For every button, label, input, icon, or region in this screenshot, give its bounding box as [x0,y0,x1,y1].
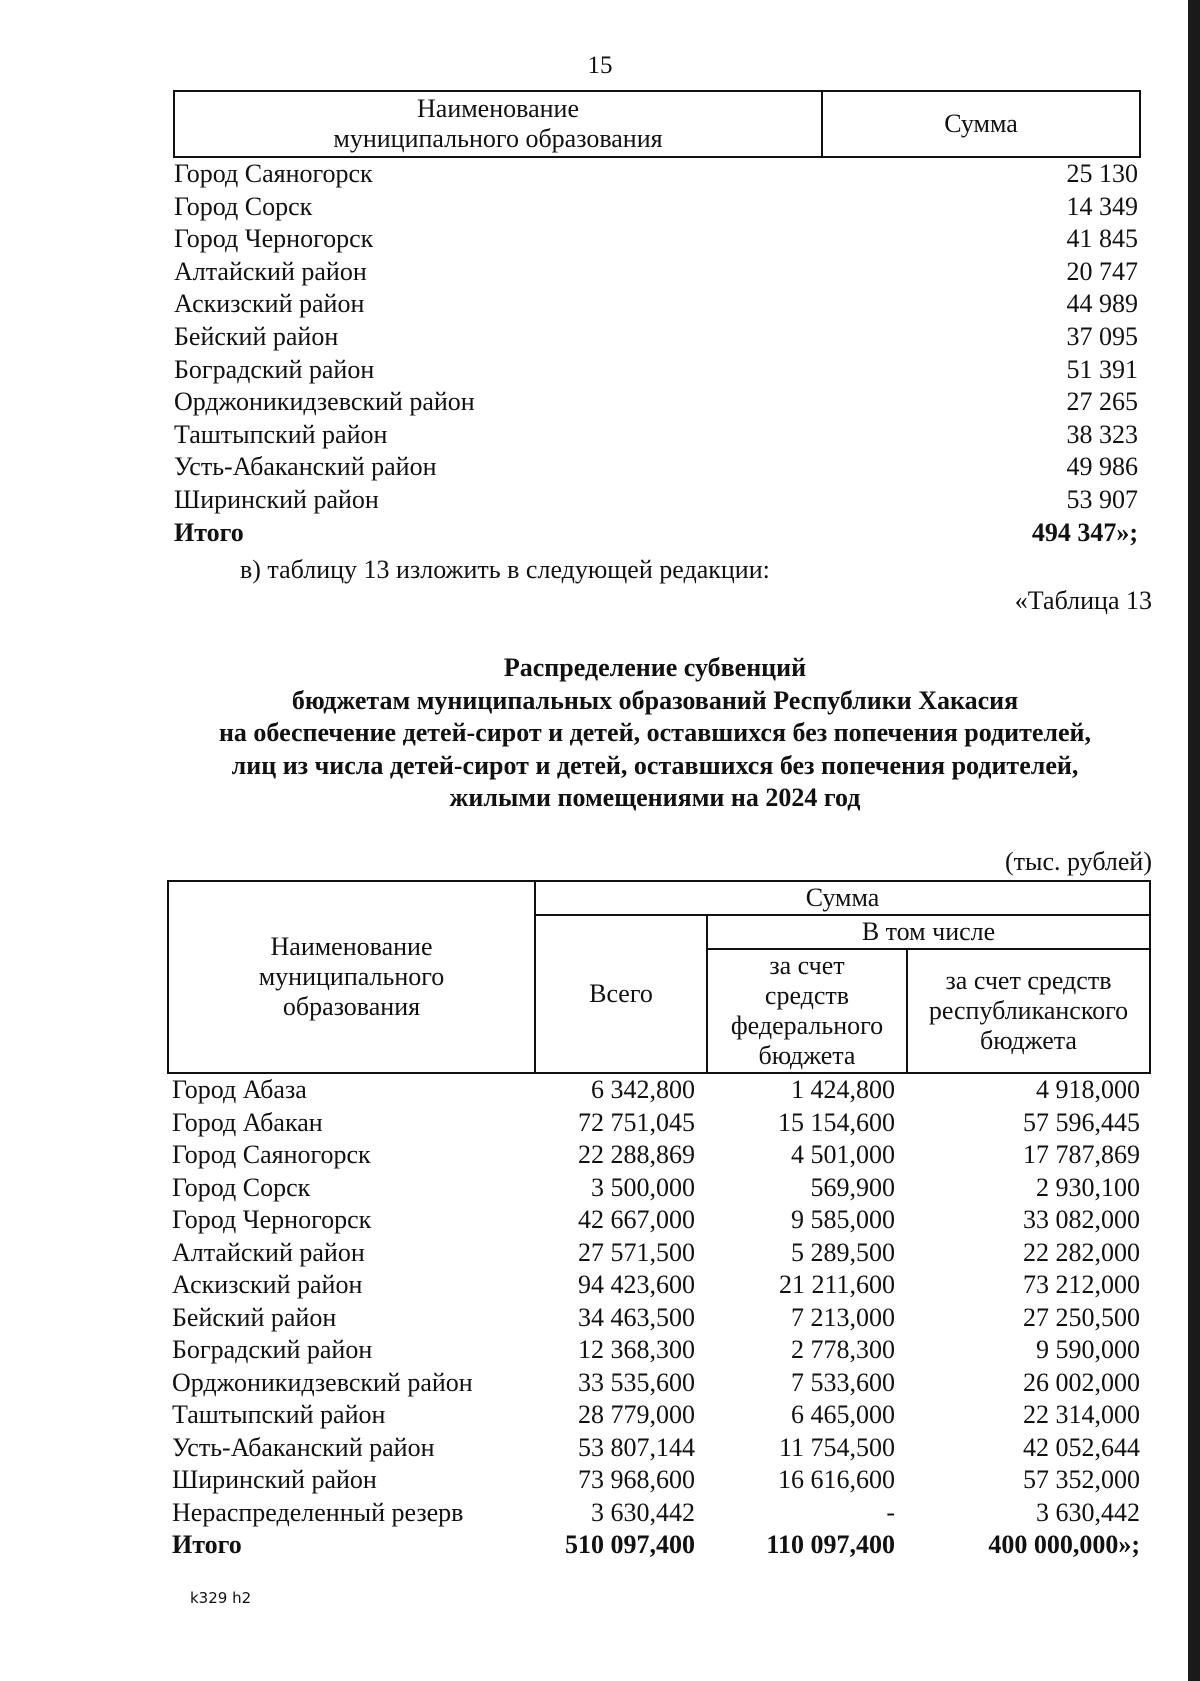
header-including: В том числе [707,915,1150,949]
table-cell-value: 57 352,000 [1023,1465,1140,1494]
table-cell-value: 42 052,644 [1023,1432,1140,1462]
table-cell-value: 53 907 [1066,484,1138,514]
subvention-distribution-table [167,880,1151,1562]
table-cell-value: 53 807,144 [578,1432,695,1462]
table-row [168,1139,1150,1172]
table-cell-name: Аскизский район [174,289,365,319]
header-sum: Сумма [822,91,1140,157]
table-cell-value: 37 095 [1066,321,1138,351]
table-cell-name: Город Абакан [172,1107,323,1137]
table-cell-value: 27 265 [1066,387,1138,417]
table-cell-value: 57 596,445 [1023,1107,1140,1137]
table-row [174,223,1140,256]
title-line: лиц из числа детей-сирот и детей, оставшихся без попечения родителей, [231,750,1079,780]
table-cell-value: 22 314,000 [1023,1400,1140,1429]
title-line: жилыми помещениями на 2024 год [449,783,861,812]
table-cell-value: 4 501,000 [791,1140,895,1169]
table-cell-value: 6 465,000 [791,1400,895,1429]
table-cell-value: 15 154,600 [778,1107,895,1137]
table-cell-name: Орджоникидзевский район [172,1367,473,1397]
table-cell-name: Ширинский район [174,484,379,514]
table-row [174,386,1140,419]
header-total: Всего [535,915,707,1073]
table-cell-name: Ширинский район [172,1465,377,1494]
table-cell-name: Город Саяногорск [172,1140,371,1169]
table-row [174,157,1140,191]
table-cell-value: 9 590,000 [1036,1335,1140,1364]
table-cell-value: 33 082,000 [1023,1205,1140,1234]
table-cell-name: Город Черногорск [174,224,374,254]
table-cell-value: 44 989 [1066,289,1138,319]
header-federal: за счет средств федерального бюджета [707,949,907,1073]
title-line: Распределение субвенций [503,653,807,682]
table-cell-value: 16 616,600 [778,1465,895,1494]
table-cell-value: 26 002,000 [1023,1367,1140,1397]
table-row [168,1367,1150,1400]
table-row [168,1464,1150,1497]
table-cell-value: 2 778,300 [791,1335,895,1364]
table-cell-value: 3 500,000 [591,1172,695,1202]
table-row [174,419,1140,452]
table-cell-value: 7 213,000 [791,1302,895,1332]
table-row [168,1302,1150,1335]
table-cell-name: Таштыпский район [174,419,388,449]
page-number: 15 [587,52,613,79]
table-cell-name: Город Сорск [174,191,313,221]
table-cell-value: 3 630,442 [1036,1497,1140,1527]
table-title [150,652,1160,815]
table-cell-value: 12 368,300 [578,1335,695,1364]
table-cell-value: 22 288,869 [578,1140,695,1169]
table-row [174,191,1140,224]
table-row [168,1497,1150,1530]
table-cell-name: Нераспределенный резерв [172,1497,464,1527]
table-cell-value: 73 212,000 [1023,1270,1140,1299]
table-cell-value: 1 424,800 [791,1075,895,1104]
table-row [168,1237,1150,1270]
table-row [168,1204,1150,1237]
table-cell-name: Итого [172,1530,242,1559]
table-row [174,451,1140,484]
table-cell-name: Боградский район [174,354,375,384]
table-total-row [168,1529,1150,1562]
table-cell-name: Боградский район [172,1335,373,1364]
table-header-row [174,91,1140,157]
table-cell-value: 9 585,000 [791,1205,895,1234]
table-cell-value: 25 130 [1066,159,1138,188]
table-cell-value: 41 845 [1066,224,1138,254]
table-cell-value: 14 349 [1066,191,1138,221]
table-cell-value: 22 282,000 [1023,1237,1140,1267]
table-row [168,1172,1150,1205]
table-cell-value: 33 535,600 [578,1367,695,1397]
header-municipality: Наименование муниципального образования [174,91,822,157]
table-cell-value: 27 250,500 [1023,1302,1140,1332]
header-sum: Сумма [535,881,1150,915]
scan-edge [1188,0,1200,1681]
table-cell-value: 38 323 [1066,419,1138,449]
table-cell-value: 94 423,600 [578,1270,695,1299]
table-cell-name: Город Абаза [172,1075,307,1104]
table-cell-name: Итого [174,517,244,547]
table-cell-value: 6 342,800 [591,1075,695,1104]
table-cell-value: 21 211,600 [778,1270,895,1299]
table-row [168,1107,1150,1140]
table-cell-name: Орджоникидзевский район [174,387,475,417]
table-cell-name: Алтайский район [172,1237,365,1267]
table-cell-value: 4 918,000 [1036,1075,1140,1104]
table-cell-value: 49 986 [1066,452,1138,482]
table-cell-name: Бейский район [172,1302,337,1332]
table-cell-value: 28 779,000 [578,1400,695,1429]
units-label: (тыс. рублей) [1004,847,1152,876]
table-cell-value: 110 097,400 [766,1530,895,1559]
table-cell-value: 20 747 [1066,256,1138,286]
table-cell-value: 7 533,600 [791,1367,895,1397]
table-cell-value: 510 097,400 [565,1530,695,1559]
table-cell-value: 400 000,000»; [988,1530,1140,1559]
table-row [174,288,1140,321]
table-cell-name: Город Сорск [172,1172,311,1202]
table-cell-value: 494 347»; [1031,517,1138,547]
table-cell-name: Таштыпский район [172,1400,386,1429]
table-row [174,354,1140,387]
table-cell-name: Алтайский район [174,256,367,286]
table-row [168,1269,1150,1302]
table-cell-value: 569,900 [810,1172,895,1202]
title-line: бюджетам муниципальных образований Республики Хакасия [291,685,1019,715]
table-cell-value: 3 630,442 [591,1497,695,1527]
table-header-row [168,881,1150,915]
table-cell-value: 5 289,500 [791,1237,895,1267]
table-cell-value: - [886,1497,895,1527]
table-row [168,1432,1150,1465]
table-row [168,1073,1150,1107]
table-row [174,321,1140,354]
table-cell-value: 34 463,500 [578,1302,695,1332]
table-cell-name: Аскизский район [172,1270,363,1299]
table-cell-name: Усть-Абаканский район [174,452,437,482]
header-municipality: Наименование муниципального образования [168,881,535,1073]
table-row [174,256,1140,289]
table-cell-value: 72 751,045 [578,1107,695,1137]
table-cell-value: 11 754,500 [778,1432,895,1462]
table-row [168,1334,1150,1367]
table-total-row [174,517,1140,550]
table-row [174,484,1140,517]
amendment-instruction: в) таблицу 13 изложить в следующей редакции: [240,555,770,584]
table-cell-name: Усть-Абаканский район [172,1432,435,1462]
table-cell-value: 17 787,869 [1023,1140,1140,1169]
table-cell-value: 2 930,100 [1036,1172,1140,1202]
table-cell-value: 51 391 [1066,354,1138,384]
table-cell-value: 73 968,600 [578,1465,695,1494]
subsidy-table-continued [173,90,1141,549]
table-row [168,1399,1150,1432]
table-cell-name: Город Саяногорск [174,159,373,188]
table-cell-value: 27 571,500 [578,1237,695,1267]
table-cell-name: Город Черногорск [172,1205,372,1234]
header-republic: за счет средств республиканского бюджета [907,949,1150,1073]
title-line: на обеспечение детей-сирот и детей, оставшихся без попечения родителей, [218,718,1092,747]
table-cell-value: 42 667,000 [578,1205,695,1234]
table-cell-name: Бейский район [174,321,339,351]
table-label: «Таблица 13 [1014,586,1152,615]
document-code: k329 h2 [190,1589,252,1607]
